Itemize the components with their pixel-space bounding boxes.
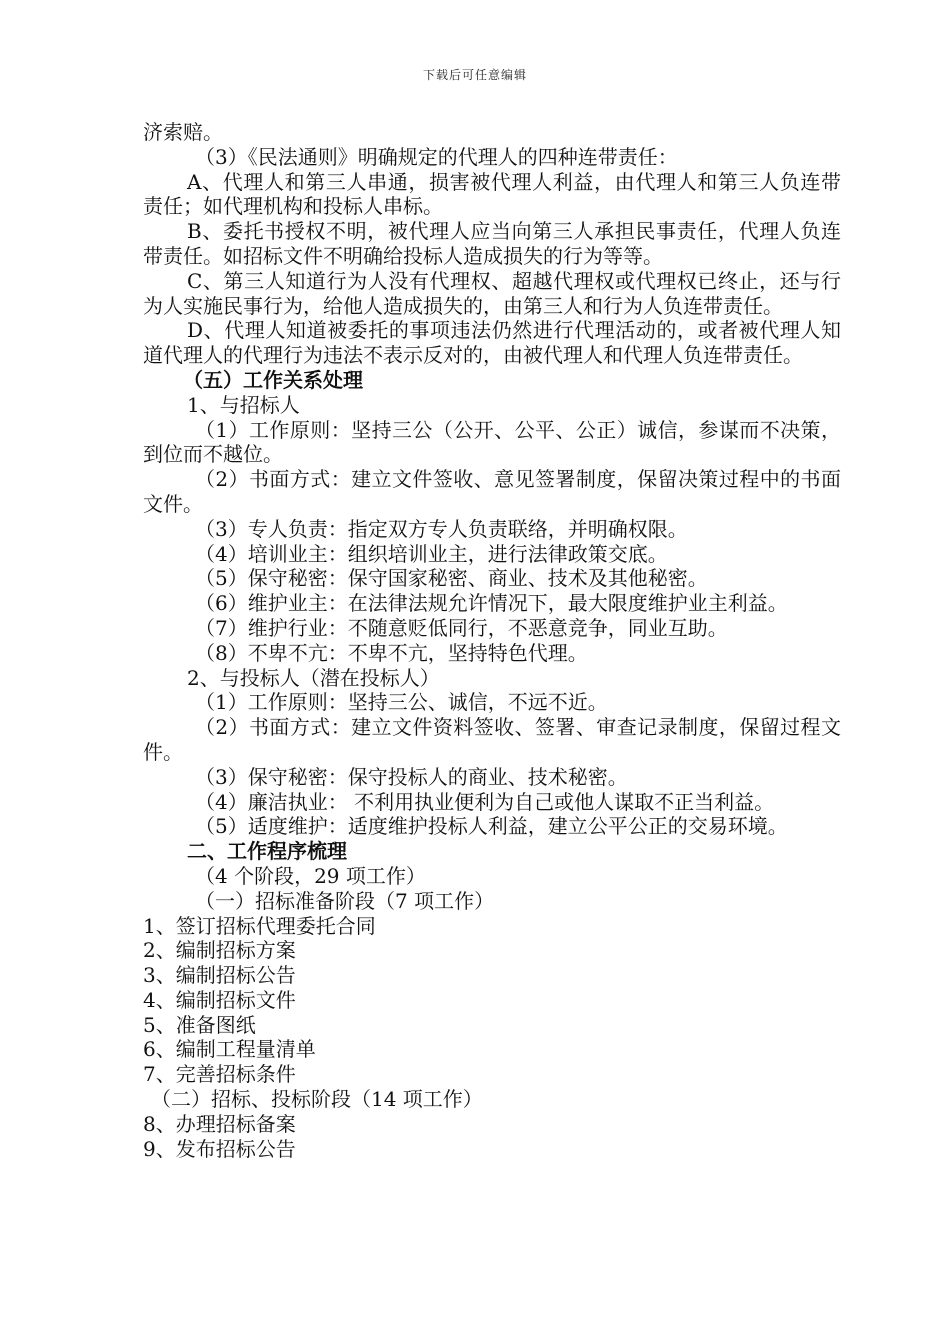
list-item: 1、签订招标代理委托合同 [143,913,376,938]
list-item: 3、编制招标公告 [143,963,296,988]
section-heading: （二）招标、投标阶段（14 项工作） [151,1087,483,1112]
list-item: （8）不卑不亢：不卑不亢，坚持特色代理。 [195,640,588,665]
paragraph: （2）书面方式：建立文件资料签收、签署、审查记录制度，保留过程文件。 [143,715,841,764]
paragraph: （2）书面方式：建立文件签收、意见签署制度，保留决策过程中的书面文件。 [143,467,841,516]
paragraph: （3）《民法通则》明确规定的代理人的四种连带责任： [195,144,678,169]
list-item: 4、编制招标文件 [143,987,296,1012]
list-item: （5）适度维护：适度维护投标人利益，建立公平公正的交易环境。 [195,814,788,839]
paragraph: D、代理人知道被委托的事项违法仍然进行代理活动的，或者被代理人知道代理人的代理行为违法不表示反对的，由被代理人和代理人负连带责任。 [143,318,841,368]
section-heading: （一）招标准备阶段（7 项工作） [195,888,495,913]
list-item: （4）廉洁执业： 不利用执业便利为自己或他人谋取不正当利益。 [195,789,775,814]
list-item: 2、编制招标方案 [143,938,296,963]
paragraph: （1）工作原则：坚持三公（公开、公平、公正）诚信，参谋而不决策，到位而不越位。 [143,417,841,467]
list-item: 6、编制工程量清单 [143,1037,316,1062]
chapter-heading: 二、工作程序梳理 [187,839,347,864]
list-item: （3）保守秘密：保守投标人的商业、技术秘密。 [195,764,628,789]
paragraph: 济索赔。 [143,120,223,144]
list-item: （1）工作原则：坚持三公、诚信，不远不近。 [195,690,608,715]
document-body [143,120,841,1161]
list-item: （3）专人负责：指定双方专人负责联络，并明确权限。 [195,516,688,541]
paragraph: B、委托书授权不明，被代理人应当向第三人承担民事责任，代理人负连带责任。如招标文件不明确给投标人造成损失的行为等等。 [143,219,841,268]
list-item: （6）维护业主：在法律法规允许情况下，最大限度维护业主利益。 [195,591,788,616]
paragraph: A、代理人和第三人串通，损害被代理人利益，由代理人和第三人负连带责任；如代理机构和投标人串标。 [143,169,841,219]
section-heading: （五）工作关系处理 [183,367,363,392]
page-header: 下载后可任意编辑 [422,68,527,82]
subsection-heading: 2、与投标人（潜在投标人） [187,665,440,690]
list-item: 7、完善招标条件 [143,1062,296,1087]
subsection-heading: 1、与招标人 [187,392,300,417]
list-item: 9、发布招标公告 [143,1136,296,1161]
paragraph: C、第三人知道行为人没有代理权、超越代理权或代理权已终止，还与行为人实施民事行为，给他人造成损失的，由第三人和行为人负连带责任。 [143,268,841,318]
list-item: 8、办理招标备案 [143,1111,296,1136]
list-item: （7）维护行业：不随意贬低同行，不恶意竞争，同业互助。 [195,615,728,640]
paragraph: （4 个阶段，29 项工作） [195,863,426,888]
list-item: （5）保守秘密：保守国家秘密、商业、技术及其他秘密。 [195,566,708,591]
list-item: （4）培训业主：组织培训业主，进行法律政策交底。 [195,541,668,566]
list-item: 5、准备图纸 [143,1012,256,1037]
